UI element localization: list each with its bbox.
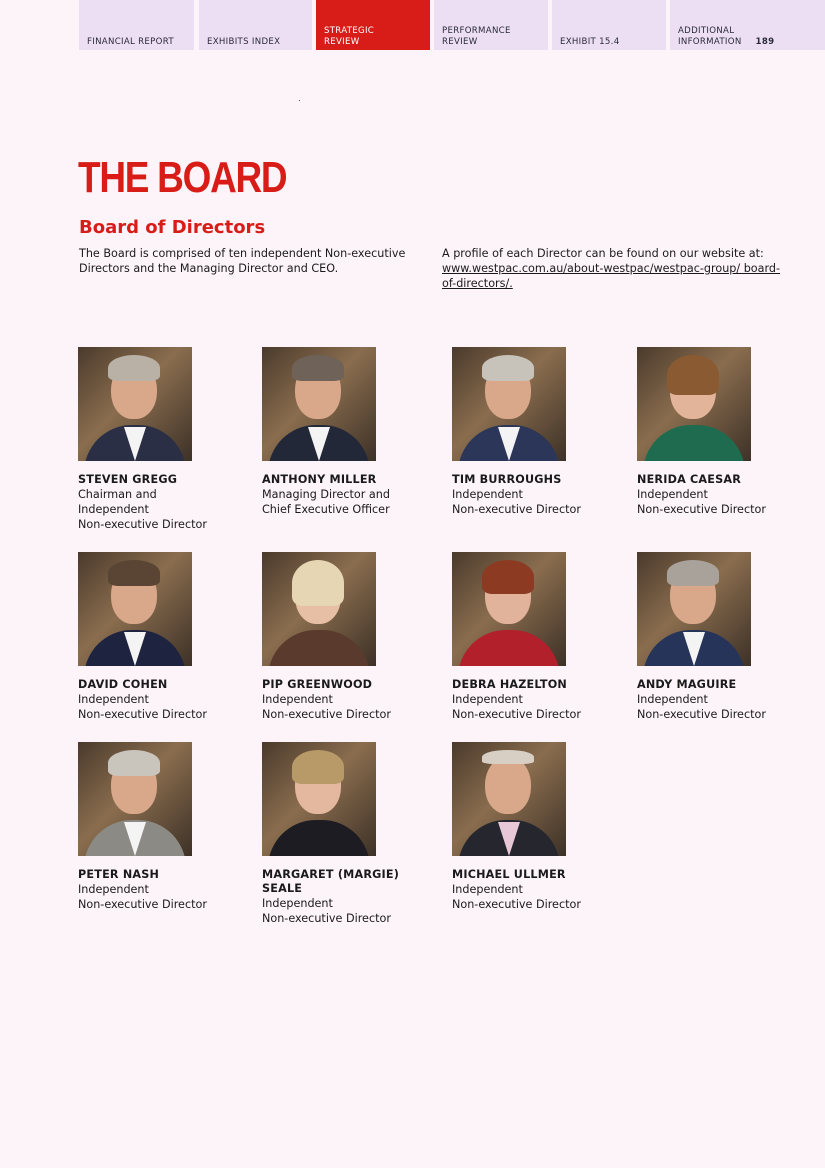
director-card [262, 347, 440, 517]
director-card [637, 552, 815, 722]
director-card [78, 742, 256, 912]
director-card [78, 552, 256, 722]
tab-label: EXHIBITS INDEX [207, 36, 281, 47]
profile-note-text: A profile of each Director can be found on our website at: [442, 247, 764, 260]
director-role: Independent Non-executive Director [452, 693, 581, 721]
tab-label: FINANCIAL REPORT [87, 36, 174, 47]
tab-label: PERFORMANCE REVIEW [442, 26, 511, 47]
director-card [262, 552, 440, 722]
director-name: ANDY MAGUIRE [637, 678, 737, 691]
director-photo [78, 347, 192, 461]
tab-exhibits-index[interactable] [199, 0, 312, 50]
director-photo [452, 552, 566, 666]
director-role: Independent Non-executive Director [637, 693, 766, 721]
director-card [452, 742, 630, 912]
director-photo [78, 552, 192, 666]
tab-financial-report[interactable] [79, 0, 194, 50]
director-role: Independent Non-executive Director [262, 897, 391, 925]
page-title: THE BOARD [78, 153, 287, 202]
director-role: Independent Non-executive Director [637, 488, 766, 516]
intro-text: The Board is comprised of ten independent Non-executive Directors and the Managing Director and CEO. [79, 247, 406, 275]
director-name: PETER NASH [78, 868, 160, 881]
director-role: Independent Non-executive Director [452, 488, 581, 516]
page-number: 189 [755, 36, 775, 47]
tab-strategic-review[interactable] [316, 0, 430, 50]
director-photo [637, 347, 751, 461]
stray-dot [299, 100, 300, 101]
director-role: Chairman and Independent Non-executive Director [78, 488, 207, 531]
director-role: Independent Non-executive Director [262, 693, 391, 721]
director-card [452, 552, 630, 722]
director-name: PIP GREENWOOD [262, 678, 373, 691]
director-card [637, 347, 815, 517]
tab-label: STRATEGIC REVIEW [324, 26, 375, 47]
board-website-link[interactable]: www.westpac.com.au/about-westpac/westpac-group/ board-of-directors/. [442, 262, 781, 290]
director-name: DAVID COHEN [78, 678, 168, 691]
director-card [452, 347, 630, 517]
director-role: Managing Director and Chief Executive Officer [262, 488, 390, 516]
director-photo [262, 347, 376, 461]
director-card [262, 742, 440, 926]
director-name: TIM BURROUGHS [452, 473, 562, 486]
director-name: ANTHONY MILLER [262, 473, 377, 486]
director-name: DEBRA HAZELTON [452, 678, 567, 691]
tab-additional-information[interactable] [670, 0, 825, 50]
director-role: Independent Non-executive Director [78, 693, 207, 721]
director-name: MICHAEL ULLMER [452, 868, 566, 881]
director-name: MARGARET (MARGIE) SEALE [262, 868, 400, 895]
director-role: Independent Non-executive Director [452, 883, 581, 911]
tab-label: EXHIBIT 15.4 [560, 36, 620, 47]
director-photo [262, 552, 376, 666]
section-title: Board of Directors [79, 217, 266, 238]
director-photo [452, 742, 566, 856]
tab-exhibit-15-4[interactable] [552, 0, 666, 50]
director-card [78, 347, 256, 532]
director-photo [262, 742, 376, 856]
director-photo [452, 347, 566, 461]
tab-label: ADDITIONAL INFORMATION [678, 26, 742, 47]
director-photo [78, 742, 192, 856]
director-name: STEVEN GREGG [78, 473, 178, 486]
director-photo [637, 552, 751, 666]
profile-note [442, 246, 787, 291]
tab-performance-review[interactable] [434, 0, 548, 50]
director-role: Independent Non-executive Director [78, 883, 207, 911]
director-name: NERIDA CAESAR [637, 473, 742, 486]
